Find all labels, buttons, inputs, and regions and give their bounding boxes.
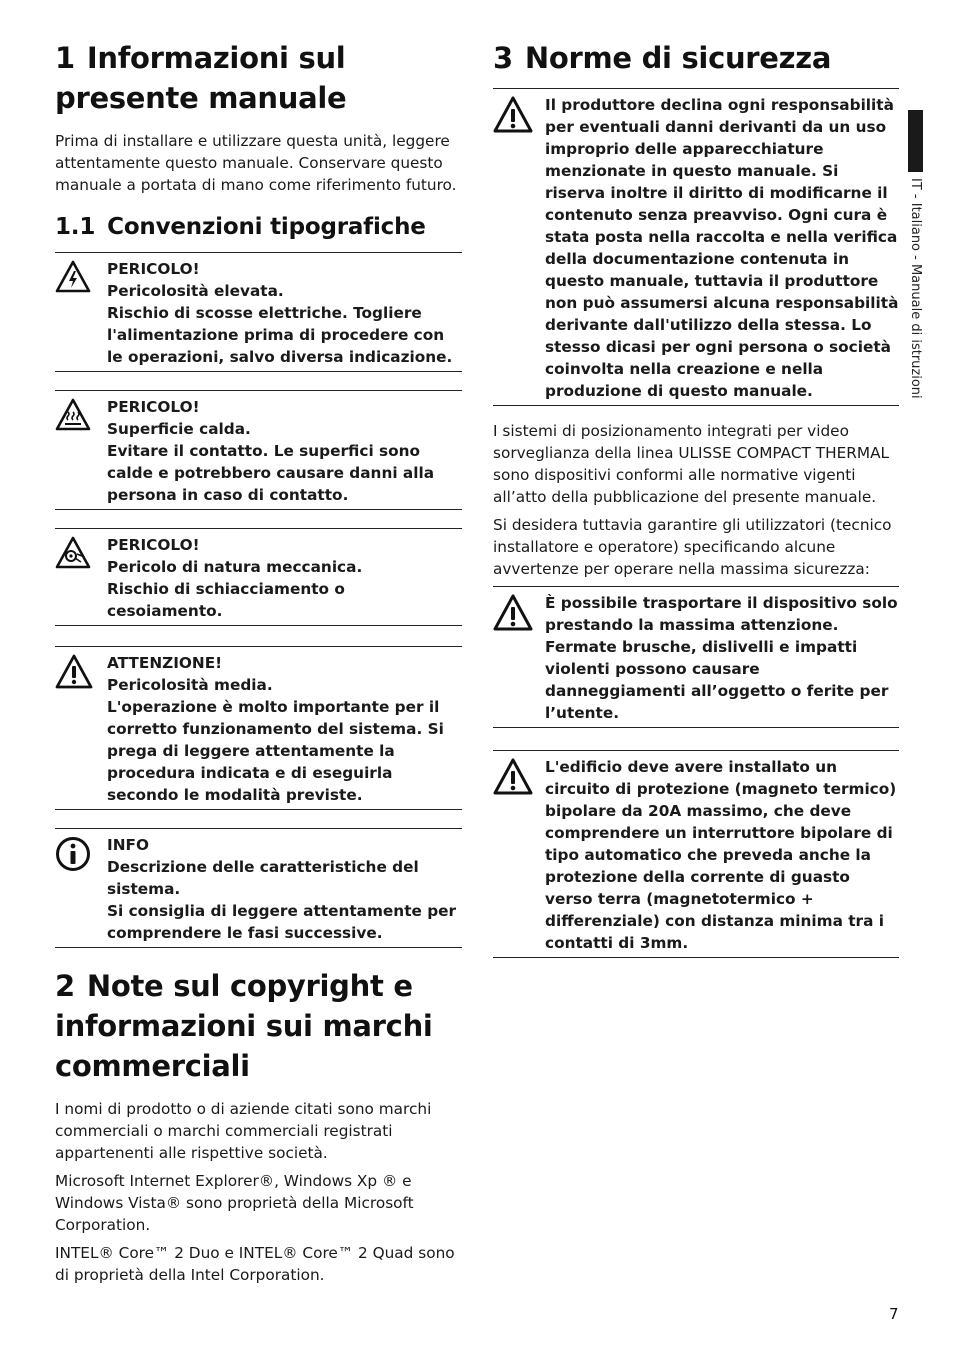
section-2-paragraph-3: INTEL® Core™ 2 Duo e INTEL® Core™ 2 Quad sono di proprietà della Intel Corporation. xyxy=(55,1244,455,1284)
hot-surface-icon xyxy=(55,396,107,436)
section-3-title: Norme di sicurezza xyxy=(524,41,832,75)
note-4-level: Pericolosità media. xyxy=(107,676,273,694)
left-column xyxy=(55,38,462,1292)
note-4-text: L'operazione è molto importante per il corretto funzionamento del sistema. Si prega di leggere attentamente la procedura indicata e di eseguirla secondo le modalità previste. xyxy=(107,698,444,804)
note-info xyxy=(55,828,462,948)
section-1-title: Informazioni sul presente manuale xyxy=(55,41,347,115)
note-electric-hazard xyxy=(55,252,462,372)
section-3-paragraph-1: I sistemi di posizionamento integrati per video sorveglianza della linea ULISSE COMPACT THERMAL sono dispositivi conformi alle normative vigenti all’atto della pubblicazione del presente manuale. xyxy=(493,422,890,506)
section-2-paragraph-2: Microsoft Internet Explorer®, Windows Xp ® e Windows Vista® sono proprietà della Microsoft Corporation. xyxy=(55,1172,414,1234)
note-5-text2: Si consiglia di leggere attentamente per comprendere le fasi successive. xyxy=(107,902,457,942)
side-tab-label: IT - Italiano - Manuale di istruzioni xyxy=(908,178,923,399)
note-5-title: INFO xyxy=(107,836,149,854)
note-hot-surface xyxy=(55,390,462,510)
note-2-level: Superficie calda. xyxy=(107,420,251,438)
page-number: 7 xyxy=(889,1305,899,1323)
section-3-heading xyxy=(493,38,899,78)
warning-icon xyxy=(493,94,545,138)
note-1-level: Pericolosità elevata. xyxy=(107,282,284,300)
section-1-1-title: Convenzioni tipografiche xyxy=(107,214,426,240)
section-2-heading xyxy=(55,966,462,1086)
warning-electrical-text: L'edificio deve avere installato un circuito di protezione (magneto termico) bipolare da 20A massimo, che deve comprendere un interruttore bipolare di tipo automatico che preveda anche la protezione della corrente di guasto verso terra (magnetotermico + differenziale) con distanza minima tra i contatti di 3mm. xyxy=(545,758,897,952)
section-2-title: Note sul copyright e informazioni sui marchi commerciali xyxy=(55,969,433,1083)
note-3-level: Pericolo di natura meccanica. xyxy=(107,558,363,576)
note-1-text: Rischio di scosse elettriche. Togliere l'alimentazione prima di procedere con le operazioni, salvo diversa indicazione. xyxy=(107,304,453,366)
note-attention xyxy=(55,646,462,810)
section-3-paragraph-2: Si desidera tuttavia garantire gli utilizzatori (tecnico installatore e operatore) specificando alcune avvertenze per operare nella massima sicurezza: xyxy=(493,516,892,578)
right-column xyxy=(493,38,899,958)
warning-electrical xyxy=(493,750,899,958)
side-tab-marker xyxy=(908,110,923,172)
warning-icon xyxy=(493,756,545,800)
note-4-title: ATTENZIONE! xyxy=(107,654,223,672)
electric-hazard-icon xyxy=(55,258,107,298)
warning-icon xyxy=(493,592,545,636)
section-1-1-heading xyxy=(55,212,462,242)
info-icon xyxy=(55,834,107,876)
section-1-1-number: 1.1 xyxy=(55,214,96,240)
note-2-title: PERICOLO! xyxy=(107,398,200,416)
note-3-title: PERICOLO! xyxy=(107,536,200,554)
section-3-number: 3 xyxy=(493,41,513,75)
note-2-text: Evitare il contatto. Le superfici sono calde e potrebbero causare danni alla persona in caso di contatto. xyxy=(107,442,435,504)
section-2-number: 2 xyxy=(55,969,75,1003)
warning-icon xyxy=(55,652,107,694)
section-1-intro: Prima di installare e utilizzare questa unità, leggere attentamente questo manuale. Conservare questo manuale a portata di mano come riferimento futuro. xyxy=(55,132,457,194)
note-3-text: Rischio di schiacciamento o cesoiamento. xyxy=(107,580,345,620)
warning-transport xyxy=(493,586,899,728)
note-5-text1: Descrizione delle caratteristiche del sistema. xyxy=(107,858,419,898)
section-1-heading xyxy=(55,38,462,118)
section-1-number: 1 xyxy=(55,41,75,75)
disclaimer-text: Il produttore declina ogni responsabilità per eventuali danni derivanti da un uso improprio delle apparecchiature menzionate in questo manuale. Si riserva inoltre il diritto di modificarne il contenuto senza preavviso. Ogni cura è stata posta nella raccolta e nella verifica della documentazione contenuta in questo manuale, tuttavia il produttore non può assumersi alcuna responsabilità derivante dall'utilizzo della stessa. Lo stesso dicasi per ogni persona o società coinvolta nella creazione e nella produzione di questo manuale. xyxy=(545,96,899,400)
note-1-title: PERICOLO! xyxy=(107,260,200,278)
warning-transport-text: È possibile trasportare il dispositivo solo prestando la massima attenzione. Fermate brusche, dislivelli e impatti violenti possono causare danneggiamenti all’oggetto o ferite per l’utente. xyxy=(545,594,898,722)
disclaimer-note xyxy=(493,88,899,406)
section-2-paragraph-1: I nomi di prodotto o di aziende citati sono marchi commerciali o marchi commerciali registrati appartenenti alle rispettive società. xyxy=(55,1100,432,1162)
mechanical-hazard-icon xyxy=(55,534,107,574)
note-mechanical-hazard xyxy=(55,528,462,626)
